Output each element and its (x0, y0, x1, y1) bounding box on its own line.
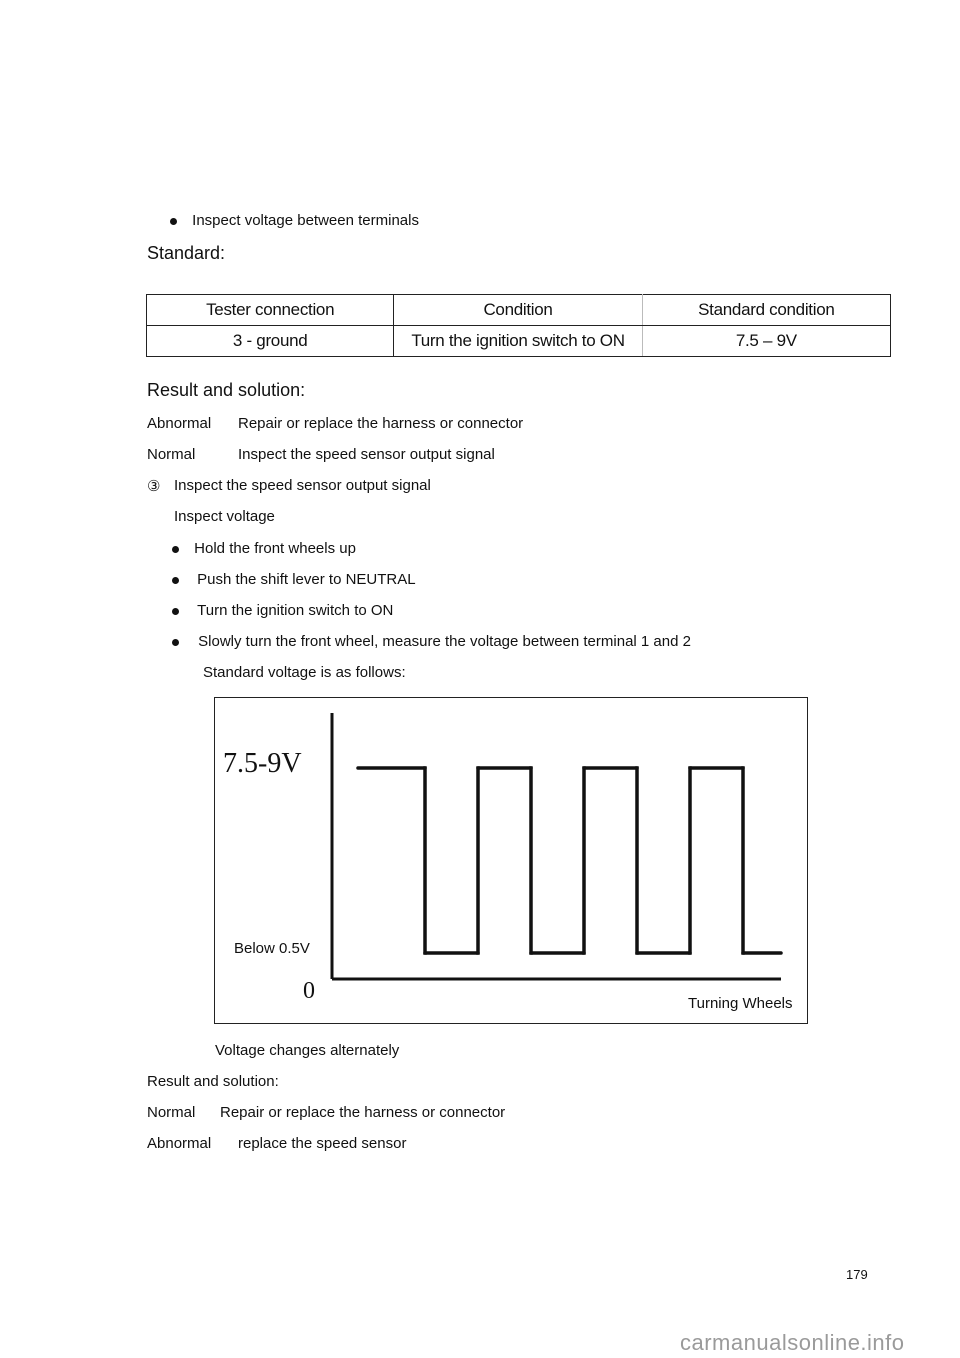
intro-bullet-text: Inspect voltage between terminals (192, 212, 419, 229)
spec-cell: 7.5 – 9V (642, 326, 890, 357)
standard-voltage-note: Standard voltage is as follows: (203, 664, 406, 681)
watermark: carmanualsonline.info (680, 1330, 905, 1355)
result-heading-1: Result and solution: (147, 380, 306, 400)
bullet-icon (172, 577, 179, 584)
spec-cell: Turn the ignition switch to ON (394, 326, 642, 357)
waveform-series (358, 768, 781, 953)
step-bullet-item: Hold the front wheels up (172, 540, 356, 557)
result-heading-2: Result and solution: (147, 1073, 279, 1090)
result-1-action: Repair or replace the harness or connector (238, 415, 524, 432)
y-label-zero: 0 (303, 978, 315, 1004)
result-2-status: Normal (147, 1104, 196, 1121)
step-bullet-item: Push the shift lever to NEUTRAL (172, 571, 416, 588)
spec-table-row (147, 326, 891, 357)
bullet-icon (170, 218, 177, 225)
spec-cell: 3 - ground (147, 326, 394, 357)
step-bullet-item: Turn the ignition switch to ON (172, 602, 393, 619)
step-3-subtitle: Inspect voltage (174, 508, 275, 525)
y-label-high: 7.5-9V (223, 748, 302, 779)
result-2-action: Repair or replace the harness or connector (220, 1104, 506, 1121)
step-3-title: Inspect the speed sensor output signal (174, 477, 431, 494)
spec-header-cell: Condition (394, 295, 642, 326)
step-bullet-item: Slowly turn the front wheel, measure the voltage between terminal 1 and 2 (172, 633, 691, 650)
waveform-svg (215, 698, 809, 1025)
standard-heading: Standard: (147, 243, 226, 263)
intro-bullet-item (170, 212, 419, 229)
x-axis-label: Turning Wheels (688, 995, 793, 1012)
bullet-icon (172, 639, 179, 646)
result-2-status: Abnormal (147, 1135, 212, 1152)
result-2-action: replace the speed sensor (238, 1135, 407, 1152)
spec-header-cell: Tester connection (147, 295, 394, 326)
bullet-icon (172, 608, 179, 615)
step-3-number-icon: ③ (147, 478, 161, 495)
page-number: 179 (846, 1267, 868, 1282)
result-1-status: Abnormal (147, 415, 212, 432)
result-1-status: Normal (147, 446, 196, 463)
voltage-waveform-diagram (214, 697, 808, 1024)
bullet-icon (172, 546, 179, 553)
spec-table-header-row (147, 295, 891, 326)
result-1-action: Inspect the speed sensor output signal (238, 446, 495, 463)
spec-table (146, 294, 891, 357)
y-label-low: Below 0.5V (234, 940, 310, 957)
diagram-caption: Voltage changes alternately (215, 1042, 400, 1059)
spec-header-cell: Standard condition (642, 295, 890, 326)
